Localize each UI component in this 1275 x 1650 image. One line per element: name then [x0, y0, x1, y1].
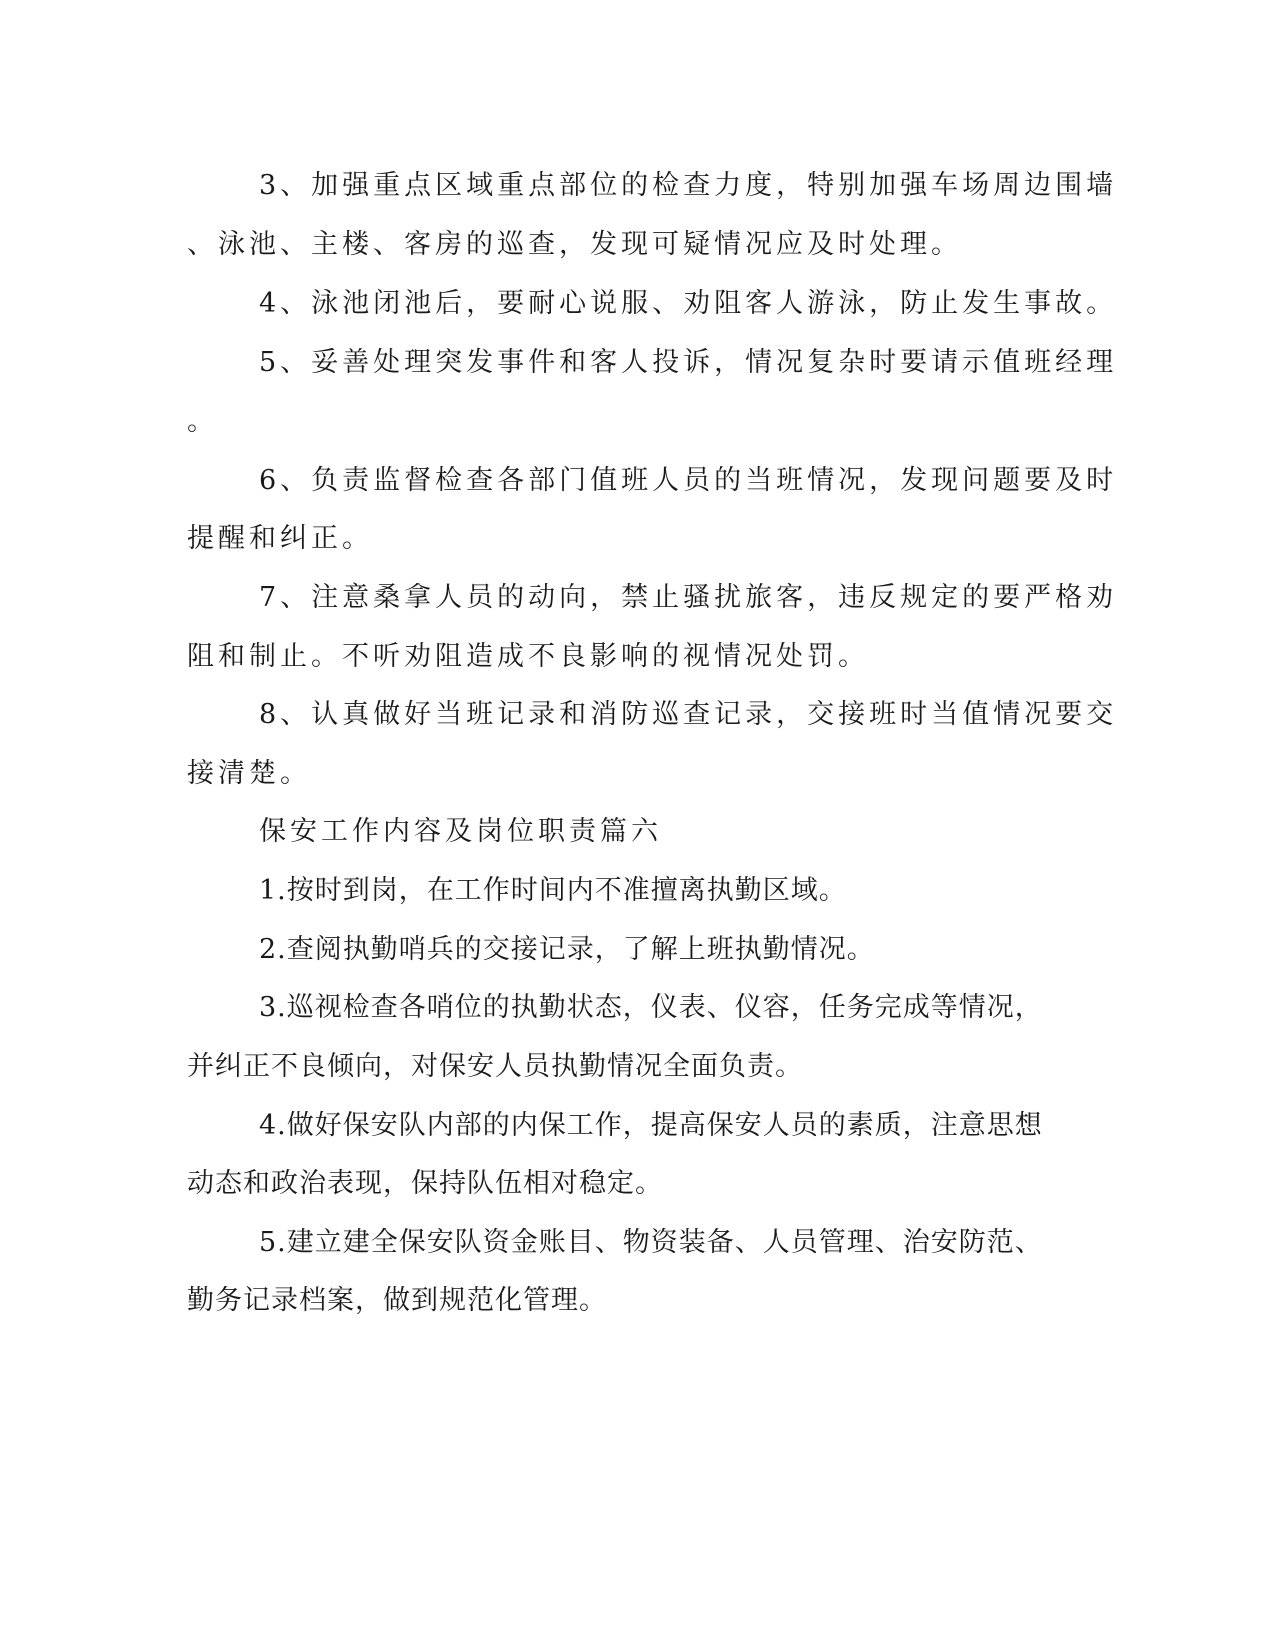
item-4-line-2: 动态和政治表现，保持队伍相对稳定。 — [187, 1168, 663, 1199]
paragraph-4-line-1: 4、泳池闭池后，要耐心说服、劝阻客人游泳，防止发生事故。 — [259, 288, 1118, 319]
paragraph-8-line-1: 8、认真做好当班记录和消防巡查记录，交接班时当值情况要交 — [259, 699, 1118, 730]
paragraph-7-line-1: 7、注意桑拿人员的动向，禁止骚扰旅客，违反规定的要严格劝 — [259, 582, 1118, 613]
item-2-line-1: 2.查阅执勤哨兵的交接记录，了解上班执勤情况。 — [259, 934, 875, 965]
paragraph-3-line-2: 、泳池、主楼、客房的巡查，发现可疑情况应及时处理。 — [187, 229, 962, 260]
item-4-line-1: 4.做好保安队内部的内保工作，提高保安人员的素质，注意思想 — [259, 1110, 1043, 1141]
paragraph-7-line-2: 阻和制止。不听劝阻造成不良影响的视情况处罚。 — [187, 641, 869, 672]
paragraph-6-line-2: 提醒和纠正。 — [187, 523, 373, 554]
paragraph-3-line-1: 3、加强重点区域重点部位的检查力度，特别加强车场周边围墙 — [259, 170, 1118, 201]
item-1-line-1: 1.按时到岗，在工作时间内不准擅离执勤区域。 — [259, 875, 847, 906]
item-3-line-2: 并纠正不良倾向，对保安人员执勤情况全面负责。 — [187, 1051, 803, 1082]
item-5-line-2: 勤务记录档案，做到规范化管理。 — [187, 1285, 607, 1316]
paragraph-5-line-1: 5、妥善处理突发事件和客人投诉，情况复杂时要请示值班经理 — [259, 347, 1118, 378]
paragraph-6-line-1: 6、负责监督检查各部门值班人员的当班情况，发现问题要及时 — [259, 465, 1118, 496]
paragraph-5-line-2: 。 — [187, 406, 218, 437]
item-5-line-1: 5.建立建全保安队资金账目、物资装备、人员管理、治安防范、 — [259, 1227, 1043, 1258]
section-heading: 保安工作内容及岗位职责篇六 — [259, 816, 662, 847]
item-3-line-1: 3.巡视检查各哨位的执勤状态，仪表、仪容，任务完成等情况， — [259, 992, 1043, 1023]
paragraph-8-line-2: 接清楚。 — [187, 758, 311, 789]
